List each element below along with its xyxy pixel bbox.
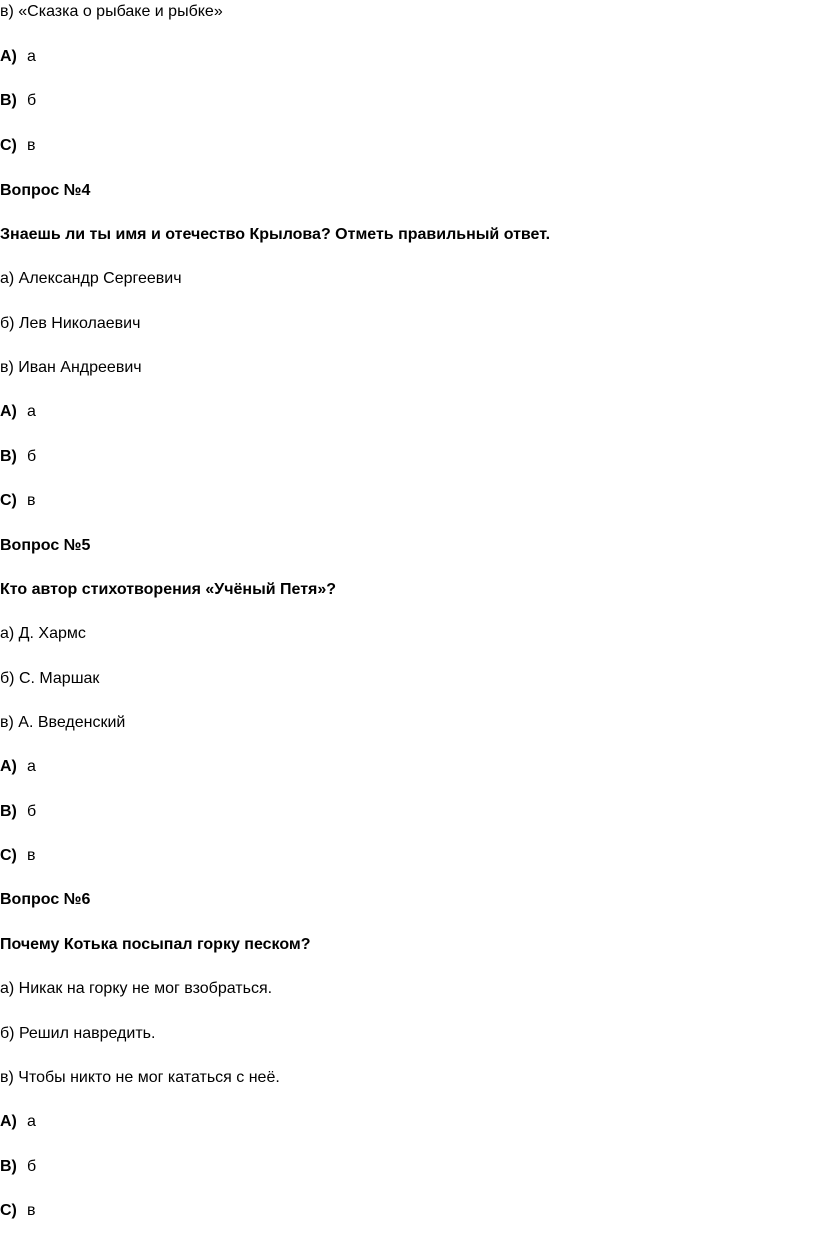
q6-answer-b[interactable] [0, 1157, 36, 1177]
q6-heading: Вопрос №6 [0, 891, 91, 908]
answer-value: в [27, 137, 36, 154]
q3-answer-a[interactable] [0, 47, 36, 67]
answer-value: а [27, 403, 36, 420]
q6-option-a: а) Никак на горку не мог взобраться. [0, 980, 273, 997]
answer-value: в [27, 492, 36, 509]
answer-letter: А) [0, 403, 17, 420]
q6-option-b: б) Решил навредить. [0, 1025, 156, 1042]
q5-answer-a[interactable] [0, 757, 36, 777]
q5-answer-b[interactable] [0, 802, 36, 822]
answer-letter: В) [0, 803, 17, 820]
q4-option-b: б) Лев Николаевич [0, 315, 141, 332]
answer-value: б [27, 92, 37, 109]
q6-answer-c[interactable] [0, 1201, 36, 1221]
answer-value: б [27, 1158, 37, 1175]
q4-question: Знаешь ли ты имя и отечество Крылова? Отметь правильный ответ. [0, 226, 551, 243]
answer-letter: С) [0, 1202, 17, 1219]
q6-question: Почему Котька посыпал горку песком? [0, 936, 311, 953]
q3-answer-b[interactable] [0, 91, 36, 111]
answer-value: а [27, 758, 36, 775]
answer-letter: С) [0, 847, 17, 864]
answer-letter: А) [0, 48, 17, 65]
q4-option-a: а) Александр Сергеевич [0, 270, 182, 287]
q5-option-b: б) С. Маршак [0, 670, 100, 687]
q5-option-a: а) Д. Хармс [0, 625, 86, 642]
answer-value: в [27, 1202, 36, 1219]
answer-letter: А) [0, 1113, 17, 1130]
q3-answer-c[interactable] [0, 136, 36, 156]
answer-letter: В) [0, 92, 17, 109]
q3-option-c: в) «Сказка о рыбаке и рыбке» [0, 3, 223, 20]
answer-letter: В) [0, 448, 17, 465]
answer-letter: С) [0, 137, 17, 154]
q4-answer-a[interactable] [0, 402, 36, 422]
answer-value: в [27, 847, 36, 864]
q5-heading: Вопрос №5 [0, 537, 91, 554]
answer-letter: А) [0, 758, 17, 775]
answer-value: а [27, 1113, 36, 1130]
q6-option-c: в) Чтобы никто не мог кататься с неё. [0, 1069, 280, 1086]
q5-option-c: в) А. Введенский [0, 714, 126, 731]
q4-option-c: в) Иван Андреевич [0, 359, 142, 376]
answer-letter: В) [0, 1158, 17, 1175]
q6-answer-a[interactable] [0, 1112, 36, 1132]
q5-question: Кто автор стихотворения «Учёный Петя»? [0, 581, 337, 598]
answer-value: б [27, 448, 37, 465]
answer-value: б [27, 803, 37, 820]
q4-heading: Вопрос №4 [0, 182, 91, 199]
q4-answer-b[interactable] [0, 447, 36, 467]
q4-answer-c[interactable] [0, 491, 36, 511]
answer-letter: С) [0, 492, 17, 509]
answer-value: а [27, 48, 36, 65]
q5-answer-c[interactable] [0, 846, 36, 866]
